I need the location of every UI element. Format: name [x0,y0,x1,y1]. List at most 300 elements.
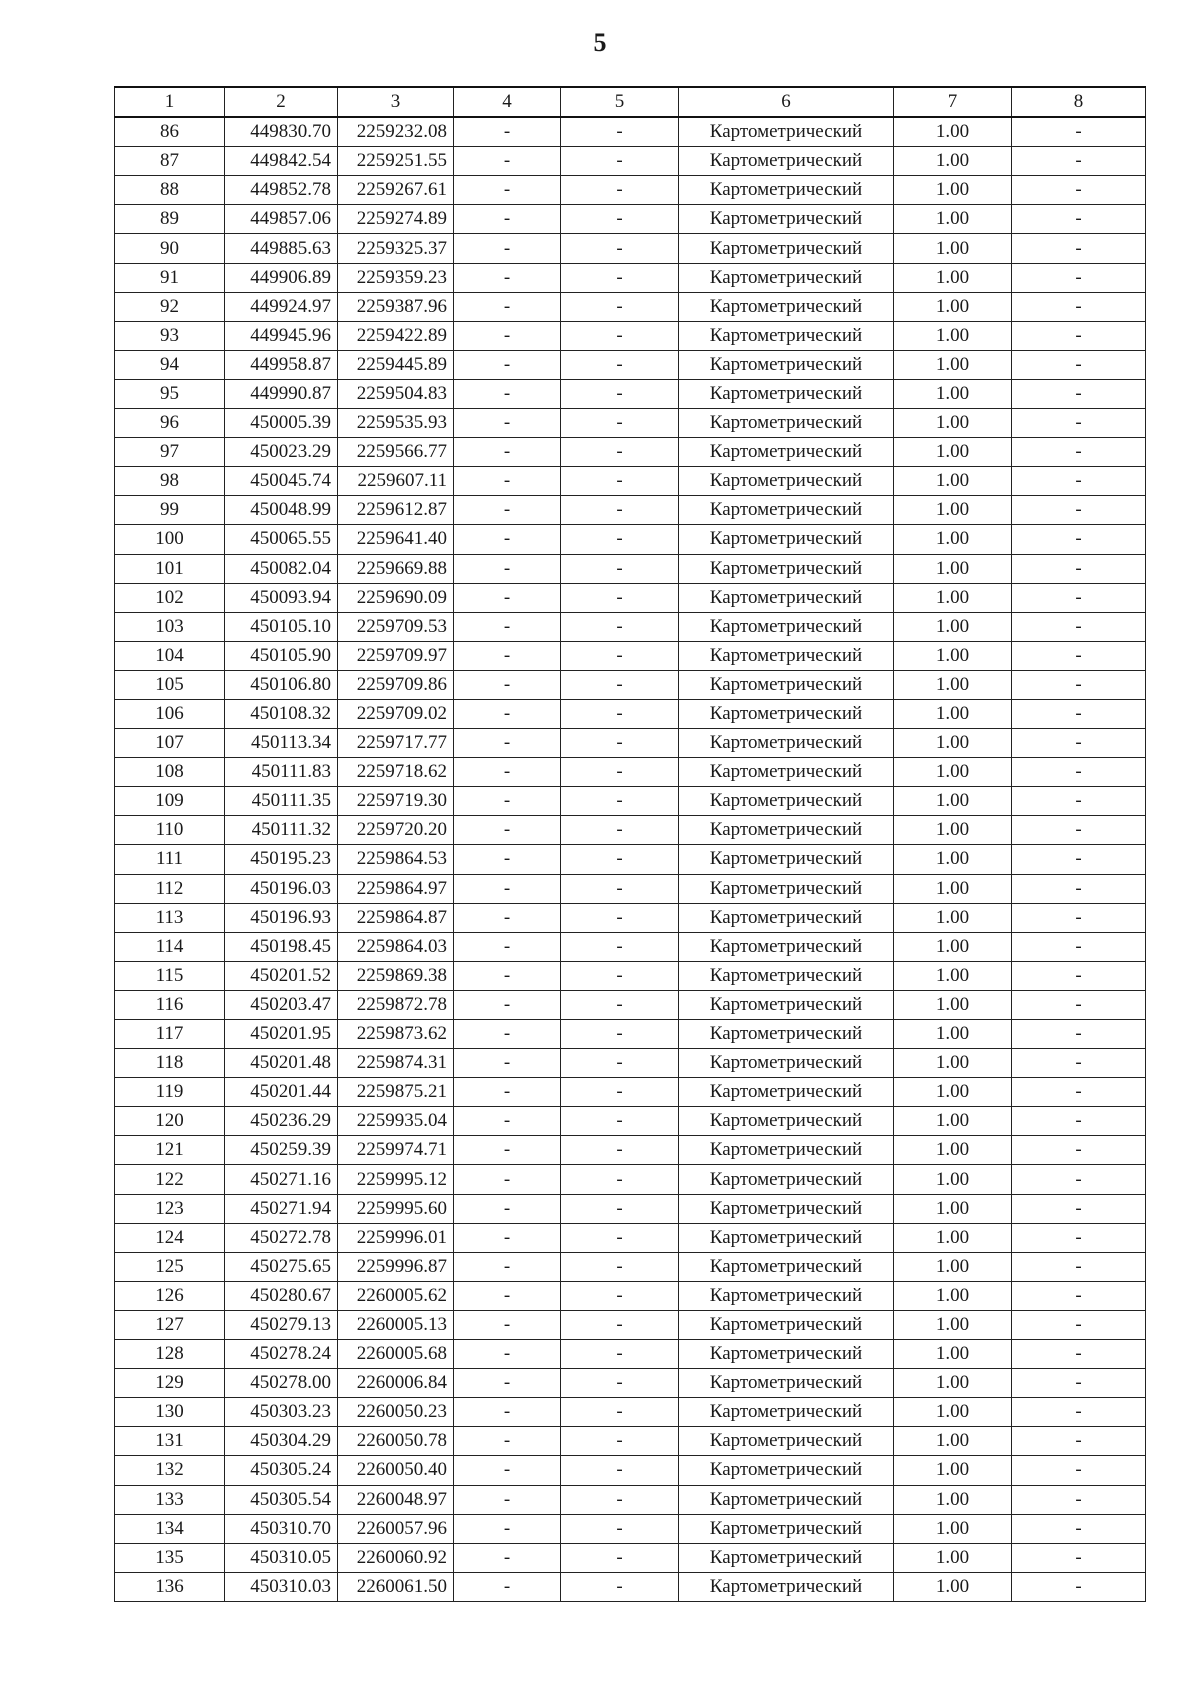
method-cell: Картометрический [679,1107,894,1136]
accuracy-cell: 1.00 [894,292,1012,321]
column-4-cell: - [454,438,561,467]
table-row [115,554,1146,583]
y-coordinate-cell: 2259387.96 [338,292,454,321]
column-5-cell: - [561,583,679,612]
table-row [115,147,1146,176]
x-coordinate-cell: 450271.94 [225,1194,338,1223]
column-8-cell: - [1012,1310,1146,1339]
y-coordinate-cell: 2259709.02 [338,699,454,728]
method-cell: Картометрический [679,525,894,554]
x-coordinate-cell: 450236.29 [225,1107,338,1136]
column-5-cell: - [561,1456,679,1485]
column-5-cell: - [561,1427,679,1456]
y-coordinate-cell: 2259874.31 [338,1049,454,1078]
y-coordinate-cell: 2259872.78 [338,990,454,1019]
method-cell: Картометрический [679,147,894,176]
y-coordinate-cell: 2260005.62 [338,1281,454,1310]
column-8-cell: - [1012,438,1146,467]
column-5-cell: - [561,1165,679,1194]
y-coordinate-cell: 2259612.87 [338,496,454,525]
x-coordinate-cell: 450023.29 [225,438,338,467]
y-coordinate-cell: 2259720.20 [338,816,454,845]
column-4-cell: - [454,932,561,961]
column-4-cell: - [454,1252,561,1281]
column-4-cell: - [454,263,561,292]
column-8-cell: - [1012,1078,1146,1107]
x-coordinate-cell: 449842.54 [225,147,338,176]
x-coordinate-cell: 450111.83 [225,758,338,787]
column-4-cell: - [454,903,561,932]
accuracy-cell: 1.00 [894,350,1012,379]
table-row [115,932,1146,961]
table-row [115,1369,1146,1398]
accuracy-cell: 1.00 [894,1340,1012,1369]
column-8-cell: - [1012,1223,1146,1252]
column-4-cell: - [454,1136,561,1165]
column-4-cell: - [454,1049,561,1078]
table-row [115,845,1146,874]
point-number-cell: 99 [115,496,225,525]
y-coordinate-cell: 2260005.13 [338,1310,454,1339]
column-8-cell: - [1012,379,1146,408]
accuracy-cell: 1.00 [894,1485,1012,1514]
y-coordinate-cell: 2259719.30 [338,787,454,816]
accuracy-cell: 1.00 [894,1136,1012,1165]
point-number-cell: 100 [115,525,225,554]
point-number-cell: 115 [115,961,225,990]
point-number-cell: 120 [115,1107,225,1136]
table-row [115,1543,1146,1572]
x-coordinate-cell: 450196.93 [225,903,338,932]
x-coordinate-cell: 450082.04 [225,554,338,583]
column-8-cell: - [1012,321,1146,350]
method-cell: Картометрический [679,1310,894,1339]
x-coordinate-cell: 450304.29 [225,1427,338,1456]
table-row [115,1252,1146,1281]
column-8-cell: - [1012,1281,1146,1310]
column-8-cell: - [1012,758,1146,787]
y-coordinate-cell: 2259873.62 [338,1020,454,1049]
y-coordinate-cell: 2259422.89 [338,321,454,350]
column-5-cell: - [561,1485,679,1514]
column-5-cell: - [561,1514,679,1543]
y-coordinate-cell: 2259607.11 [338,467,454,496]
table-row [115,1281,1146,1310]
table-row [115,1340,1146,1369]
column-4-cell: - [454,990,561,1019]
column-5-cell: - [561,1281,679,1310]
column-8-cell: - [1012,1572,1146,1601]
method-cell: Картометрический [679,496,894,525]
point-number-cell: 111 [115,845,225,874]
column-8-cell: - [1012,1543,1146,1572]
y-coordinate-cell: 2260050.40 [338,1456,454,1485]
table-header-row [115,87,1146,117]
point-number-cell: 109 [115,787,225,816]
column-5-cell: - [561,147,679,176]
method-cell: Картометрический [679,816,894,845]
method-cell: Картометрический [679,641,894,670]
method-cell: Картометрический [679,321,894,350]
method-cell: Картометрический [679,1369,894,1398]
table-row [115,816,1146,845]
table-row [115,612,1146,641]
accuracy-cell: 1.00 [894,1107,1012,1136]
y-coordinate-cell: 2259864.03 [338,932,454,961]
coordinates-table [114,86,1146,1602]
column-4-cell: - [454,176,561,205]
x-coordinate-cell: 449990.87 [225,379,338,408]
point-number-cell: 87 [115,147,225,176]
column-5-cell: - [561,409,679,438]
y-coordinate-cell: 2259359.23 [338,263,454,292]
table-row [115,961,1146,990]
method-cell: Картометрический [679,699,894,728]
column-5-cell: - [561,1136,679,1165]
column-8-cell: - [1012,263,1146,292]
method-cell: Картометрический [679,990,894,1019]
column-5-cell: - [561,321,679,350]
y-coordinate-cell: 2259875.21 [338,1078,454,1107]
x-coordinate-cell: 450279.13 [225,1310,338,1339]
y-coordinate-cell: 2260048.97 [338,1485,454,1514]
method-cell: Картометрический [679,234,894,263]
column-4-cell: - [454,612,561,641]
method-cell: Картометрический [679,1572,894,1601]
x-coordinate-cell: 450093.94 [225,583,338,612]
method-cell: Картометрический [679,205,894,234]
method-cell: Картометрический [679,1136,894,1165]
column-5-cell: - [561,1572,679,1601]
column-5-cell: - [561,1049,679,1078]
accuracy-cell: 1.00 [894,1165,1012,1194]
column-5-cell: - [561,117,679,147]
column-4-cell: - [454,321,561,350]
page-number: 5 [593,28,607,57]
point-number-cell: 104 [115,641,225,670]
column-8-cell: - [1012,1165,1146,1194]
y-coordinate-cell: 2259864.87 [338,903,454,932]
x-coordinate-cell: 450272.78 [225,1223,338,1252]
column-header: 7 [894,87,1012,117]
column-5-cell: - [561,1107,679,1136]
column-5-cell: - [561,263,679,292]
y-coordinate-cell: 2260057.96 [338,1514,454,1543]
y-coordinate-cell: 2259709.86 [338,670,454,699]
column-4-cell: - [454,699,561,728]
accuracy-cell: 1.00 [894,147,1012,176]
x-coordinate-cell: 450198.45 [225,932,338,961]
column-4-cell: - [454,1572,561,1601]
column-8-cell: - [1012,117,1146,147]
method-cell: Картометрический [679,554,894,583]
column-4-cell: - [454,467,561,496]
accuracy-cell: 1.00 [894,845,1012,874]
y-coordinate-cell: 2259709.53 [338,612,454,641]
column-8-cell: - [1012,787,1146,816]
accuracy-cell: 1.00 [894,1310,1012,1339]
table-row [115,1136,1146,1165]
table-row [115,234,1146,263]
point-number-cell: 94 [115,350,225,379]
x-coordinate-cell: 450195.23 [225,845,338,874]
column-8-cell: - [1012,641,1146,670]
point-number-cell: 92 [115,292,225,321]
x-coordinate-cell: 450310.03 [225,1572,338,1601]
method-cell: Картометрический [679,583,894,612]
x-coordinate-cell: 450310.70 [225,1514,338,1543]
table-row [115,1427,1146,1456]
column-8-cell: - [1012,729,1146,758]
point-number-cell: 129 [115,1369,225,1398]
column-4-cell: - [454,845,561,874]
column-header: 6 [679,87,894,117]
point-number-cell: 114 [115,932,225,961]
point-number-cell: 90 [115,234,225,263]
y-coordinate-cell: 2260061.50 [338,1572,454,1601]
method-cell: Картометрический [679,1485,894,1514]
column-8-cell: - [1012,612,1146,641]
column-5-cell: - [561,903,679,932]
point-number-cell: 136 [115,1572,225,1601]
point-number-cell: 88 [115,176,225,205]
point-number-cell: 126 [115,1281,225,1310]
x-coordinate-cell: 450303.23 [225,1398,338,1427]
point-number-cell: 117 [115,1020,225,1049]
y-coordinate-cell: 2259718.62 [338,758,454,787]
accuracy-cell: 1.00 [894,1514,1012,1543]
table-row [115,321,1146,350]
column-5-cell: - [561,438,679,467]
point-number-cell: 112 [115,874,225,903]
point-number-cell: 105 [115,670,225,699]
column-4-cell: - [454,1427,561,1456]
point-number-cell: 131 [115,1427,225,1456]
method-cell: Картометрический [679,903,894,932]
table-row [115,350,1146,379]
table-row [115,1456,1146,1485]
x-coordinate-cell: 449857.06 [225,205,338,234]
x-coordinate-cell: 450278.24 [225,1340,338,1369]
method-cell: Картометрический [679,1398,894,1427]
column-8-cell: - [1012,1514,1146,1543]
table-row [115,729,1146,758]
x-coordinate-cell: 450275.65 [225,1252,338,1281]
x-coordinate-cell: 449958.87 [225,350,338,379]
column-8-cell: - [1012,699,1146,728]
accuracy-cell: 1.00 [894,699,1012,728]
accuracy-cell: 1.00 [894,1194,1012,1223]
x-coordinate-cell: 450108.32 [225,699,338,728]
y-coordinate-cell: 2259717.77 [338,729,454,758]
table-row [115,205,1146,234]
table-row [115,758,1146,787]
column-8-cell: - [1012,1049,1146,1078]
accuracy-cell: 1.00 [894,409,1012,438]
method-cell: Картометрический [679,263,894,292]
accuracy-cell: 1.00 [894,234,1012,263]
column-8-cell: - [1012,961,1146,990]
column-5-cell: - [561,350,679,379]
y-coordinate-cell: 2259935.04 [338,1107,454,1136]
method-cell: Картометрический [679,438,894,467]
method-cell: Картометрический [679,1252,894,1281]
column-5-cell: - [561,1020,679,1049]
method-cell: Картометрический [679,874,894,903]
column-header: 8 [1012,87,1146,117]
table-row [115,292,1146,321]
y-coordinate-cell: 2260005.68 [338,1340,454,1369]
column-4-cell: - [454,1078,561,1107]
point-number-cell: 103 [115,612,225,641]
column-4-cell: - [454,1107,561,1136]
table-row [115,1398,1146,1427]
accuracy-cell: 1.00 [894,1020,1012,1049]
column-4-cell: - [454,1223,561,1252]
column-5-cell: - [561,961,679,990]
accuracy-cell: 1.00 [894,583,1012,612]
column-4-cell: - [454,729,561,758]
column-4-cell: - [454,147,561,176]
y-coordinate-cell: 2259709.97 [338,641,454,670]
y-coordinate-cell: 2259690.09 [338,583,454,612]
column-8-cell: - [1012,990,1146,1019]
y-coordinate-cell: 2259995.12 [338,1165,454,1194]
y-coordinate-cell: 2259996.01 [338,1223,454,1252]
accuracy-cell: 1.00 [894,321,1012,350]
table-body [115,117,1146,1601]
point-number-cell: 123 [115,1194,225,1223]
column-8-cell: - [1012,147,1146,176]
table-row [115,583,1146,612]
method-cell: Картометрический [679,787,894,816]
y-coordinate-cell: 2259996.87 [338,1252,454,1281]
column-5-cell: - [561,1078,679,1107]
column-5-cell: - [561,874,679,903]
accuracy-cell: 1.00 [894,612,1012,641]
x-coordinate-cell: 450065.55 [225,525,338,554]
point-number-cell: 127 [115,1310,225,1339]
method-cell: Картометрический [679,350,894,379]
method-cell: Картометрический [679,1078,894,1107]
column-header: 5 [561,87,679,117]
column-4-cell: - [454,1281,561,1310]
column-8-cell: - [1012,525,1146,554]
accuracy-cell: 1.00 [894,176,1012,205]
accuracy-cell: 1.00 [894,1049,1012,1078]
accuracy-cell: 1.00 [894,1572,1012,1601]
point-number-cell: 133 [115,1485,225,1514]
point-number-cell: 135 [115,1543,225,1572]
x-coordinate-cell: 450259.39 [225,1136,338,1165]
method-cell: Картометрический [679,379,894,408]
accuracy-cell: 1.00 [894,1078,1012,1107]
column-4-cell: - [454,1020,561,1049]
method-cell: Картометрический [679,1165,894,1194]
column-4-cell: - [454,496,561,525]
table-row [115,438,1146,467]
method-cell: Картометрический [679,670,894,699]
table-row [115,467,1146,496]
accuracy-cell: 1.00 [894,205,1012,234]
column-8-cell: - [1012,670,1146,699]
y-coordinate-cell: 2259535.93 [338,409,454,438]
x-coordinate-cell: 450111.35 [225,787,338,816]
table-row [115,496,1146,525]
y-coordinate-cell: 2259274.89 [338,205,454,234]
accuracy-cell: 1.00 [894,961,1012,990]
column-5-cell: - [561,699,679,728]
y-coordinate-cell: 2259864.53 [338,845,454,874]
accuracy-cell: 1.00 [894,1281,1012,1310]
column-4-cell: - [454,641,561,670]
column-8-cell: - [1012,845,1146,874]
column-5-cell: - [561,1310,679,1339]
column-8-cell: - [1012,1252,1146,1281]
column-8-cell: - [1012,205,1146,234]
x-coordinate-cell: 449885.63 [225,234,338,263]
column-8-cell: - [1012,903,1146,932]
point-number-cell: 132 [115,1456,225,1485]
y-coordinate-cell: 2260006.84 [338,1369,454,1398]
column-8-cell: - [1012,874,1146,903]
column-5-cell: - [561,234,679,263]
accuracy-cell: 1.00 [894,1223,1012,1252]
column-4-cell: - [454,1543,561,1572]
column-4-cell: - [454,1398,561,1427]
table-row [115,1107,1146,1136]
column-8-cell: - [1012,1398,1146,1427]
x-coordinate-cell: 450201.95 [225,1020,338,1049]
column-5-cell: - [561,525,679,554]
point-number-cell: 125 [115,1252,225,1281]
x-coordinate-cell: 449852.78 [225,176,338,205]
accuracy-cell: 1.00 [894,641,1012,670]
y-coordinate-cell: 2260060.92 [338,1543,454,1572]
accuracy-cell: 1.00 [894,1369,1012,1398]
y-coordinate-cell: 2259445.89 [338,350,454,379]
table-row [115,1223,1146,1252]
table-row [115,990,1146,1019]
column-4-cell: - [454,409,561,438]
accuracy-cell: 1.00 [894,758,1012,787]
column-4-cell: - [454,1485,561,1514]
accuracy-cell: 1.00 [894,554,1012,583]
column-8-cell: - [1012,1340,1146,1369]
x-coordinate-cell: 450045.74 [225,467,338,496]
table-row [115,670,1146,699]
x-coordinate-cell: 450106.80 [225,670,338,699]
point-number-cell: 93 [115,321,225,350]
method-cell: Картометрический [679,117,894,147]
column-5-cell: - [561,729,679,758]
column-5-cell: - [561,816,679,845]
column-8-cell: - [1012,234,1146,263]
table-row [115,1049,1146,1078]
column-4-cell: - [454,583,561,612]
column-5-cell: - [561,467,679,496]
x-coordinate-cell: 450005.39 [225,409,338,438]
y-coordinate-cell: 2259566.77 [338,438,454,467]
column-8-cell: - [1012,554,1146,583]
accuracy-cell: 1.00 [894,816,1012,845]
table-row [115,1485,1146,1514]
column-5-cell: - [561,845,679,874]
column-5-cell: - [561,205,679,234]
column-8-cell: - [1012,1369,1146,1398]
point-number-cell: 107 [115,729,225,758]
point-number-cell: 91 [115,263,225,292]
